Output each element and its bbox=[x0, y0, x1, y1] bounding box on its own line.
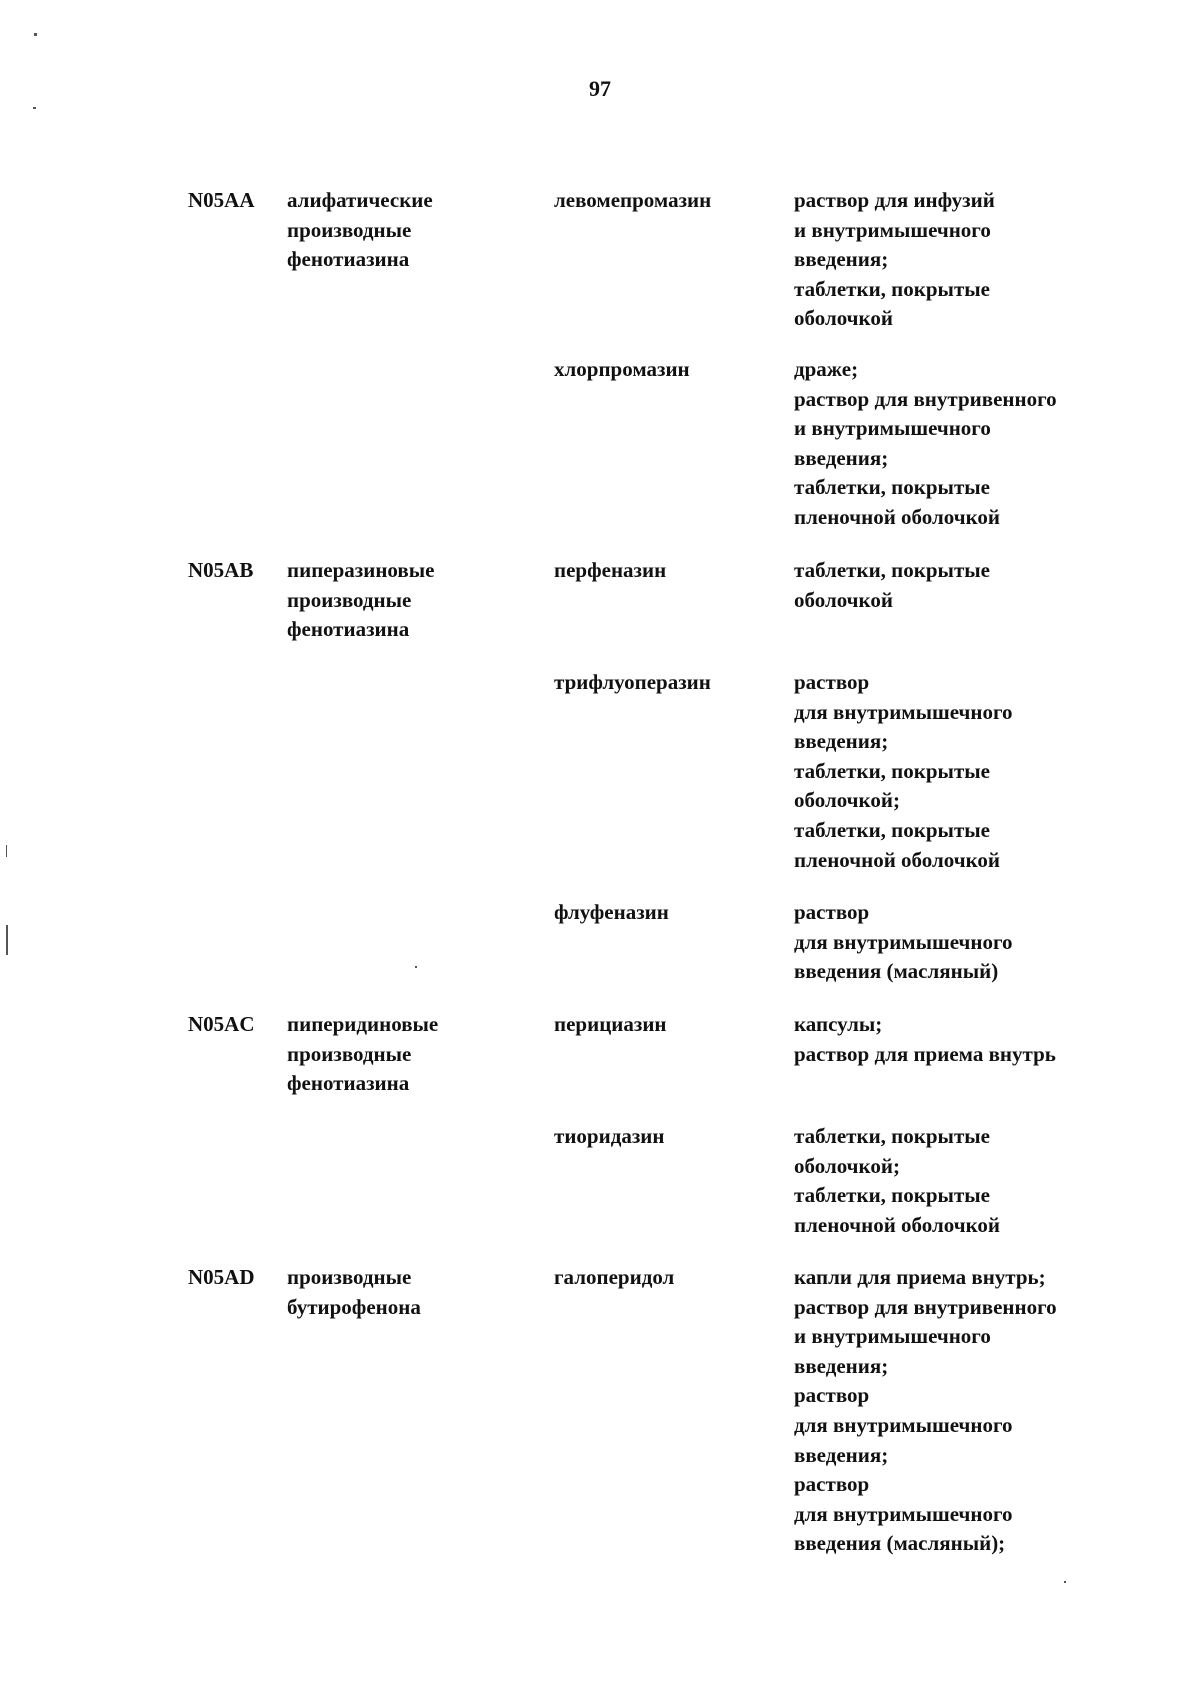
group-line: фенотиазина bbox=[287, 247, 410, 272]
scan-artifact bbox=[415, 966, 417, 968]
atc-code: N05AA bbox=[188, 188, 255, 212]
dosage-form-line: капсулы; bbox=[794, 1012, 883, 1036]
drug-name: перициазин bbox=[554, 1012, 667, 1036]
dosage-form-line: таблетки, покрытые bbox=[794, 475, 990, 500]
group-line: пиперазиновые bbox=[287, 558, 435, 582]
dosage-form-line: для внутримышечного bbox=[794, 699, 1013, 724]
scan-artifact bbox=[6, 925, 8, 955]
dosage-form-line: таблетки, покрытые bbox=[794, 276, 990, 301]
dosage-form-line: таблетки, покрытые bbox=[794, 1183, 990, 1208]
atc-code: N05AB bbox=[188, 558, 254, 582]
dosage-forms bbox=[794, 1010, 1104, 1069]
dosage-form-line: оболочкой; bbox=[794, 788, 900, 813]
pharmacological-group bbox=[287, 1263, 537, 1322]
dosage-form-line: капли для приема внутрь; bbox=[794, 1265, 1046, 1289]
dosage-forms bbox=[794, 898, 1104, 987]
dosage-form-line: введения; bbox=[794, 1353, 889, 1378]
dosage-form-line: раствор bbox=[794, 670, 870, 694]
dosage-form-line: оболочкой bbox=[794, 306, 893, 331]
dosage-form-line: раствор для внутривенного bbox=[794, 1294, 1057, 1319]
dosage-form-line: введения (масляный); bbox=[794, 1531, 1006, 1556]
dosage-form-line: пленочной оболочкой bbox=[794, 1212, 1001, 1237]
dosage-form-line: пленочной оболочкой bbox=[794, 847, 1001, 872]
dosage-form-line: таблетки, покрытые bbox=[794, 758, 990, 783]
dosage-form-line: введения; bbox=[794, 445, 889, 470]
dosage-form-line: для внутримышечного bbox=[794, 1412, 1013, 1437]
drug-name: перфеназин bbox=[554, 558, 667, 582]
dosage-form-line: таблетки, покрытые bbox=[794, 817, 990, 842]
group-line: производные bbox=[287, 1041, 412, 1066]
dosage-form-line: введения; bbox=[794, 247, 889, 272]
group-line: производные bbox=[287, 587, 412, 612]
dosage-form-line: таблетки, покрытые bbox=[794, 1124, 990, 1148]
dosage-forms bbox=[794, 556, 1104, 615]
group-line: фенотиазина bbox=[287, 1071, 410, 1096]
dosage-forms bbox=[794, 1263, 1104, 1559]
dosage-form-line: раствор bbox=[794, 1383, 870, 1408]
group-line: производные bbox=[287, 217, 412, 242]
atc-code: N05AC bbox=[188, 1012, 255, 1036]
dosage-form-line: оболочкой; bbox=[794, 1153, 900, 1178]
dosage-form-line: раствор bbox=[794, 900, 870, 924]
dosage-form-line: раствор для внутривенного bbox=[794, 386, 1057, 411]
dosage-forms bbox=[794, 355, 1104, 533]
scan-artifact bbox=[33, 107, 36, 109]
dosage-forms bbox=[794, 186, 1104, 334]
group-line: алифатические bbox=[287, 188, 433, 212]
pharmacological-group bbox=[287, 1010, 537, 1099]
dosage-form-line: раствор bbox=[794, 1472, 870, 1497]
drug-name: левомепромазин bbox=[554, 188, 712, 212]
dosage-form-line: введения (масляный) bbox=[794, 959, 999, 984]
drug-name: тиоридазин bbox=[554, 1124, 665, 1148]
drug-name: трифлуоперазин bbox=[554, 670, 711, 694]
atc-code: N05AD bbox=[188, 1265, 255, 1289]
pharmacological-group bbox=[287, 556, 537, 645]
dosage-form-line: оболочкой bbox=[794, 587, 893, 612]
pharmacological-group bbox=[287, 186, 537, 275]
dosage-form-line: раствор для приема внутрь bbox=[794, 1041, 1056, 1066]
dosage-form-line: для внутримышечного bbox=[794, 1501, 1013, 1526]
group-line: пиперидиновые bbox=[287, 1012, 439, 1036]
dosage-forms bbox=[794, 668, 1104, 875]
dosage-form-line: раствор для инфузий bbox=[794, 188, 995, 212]
dosage-form-line: и внутримышечного bbox=[794, 217, 991, 242]
group-line: бутирофенона bbox=[287, 1294, 421, 1319]
dosage-form-line: и внутримышечного bbox=[794, 416, 991, 441]
dosage-form-line: введения; bbox=[794, 729, 889, 754]
page-number: 97 bbox=[589, 76, 611, 101]
dosage-form-line: таблетки, покрытые bbox=[794, 558, 990, 582]
dosage-form-line: драже; bbox=[794, 357, 859, 381]
group-line: фенотиазина bbox=[287, 617, 410, 642]
dosage-form-line: введения; bbox=[794, 1442, 889, 1467]
drug-name: галоперидол bbox=[554, 1265, 675, 1289]
dosage-form-line: для внутримышечного bbox=[794, 929, 1013, 954]
group-line: производные bbox=[287, 1265, 412, 1289]
drug-name: хлорпромазин bbox=[554, 357, 690, 381]
drug-name: флуфеназин bbox=[554, 900, 669, 924]
dosage-form-line: пленочной оболочкой bbox=[794, 504, 1001, 529]
scan-artifact bbox=[1064, 1581, 1066, 1583]
scan-artifact bbox=[34, 33, 37, 36]
scan-artifact bbox=[6, 845, 7, 857]
dosage-form-line: и внутримышечного bbox=[794, 1324, 991, 1349]
dosage-forms bbox=[794, 1122, 1104, 1240]
